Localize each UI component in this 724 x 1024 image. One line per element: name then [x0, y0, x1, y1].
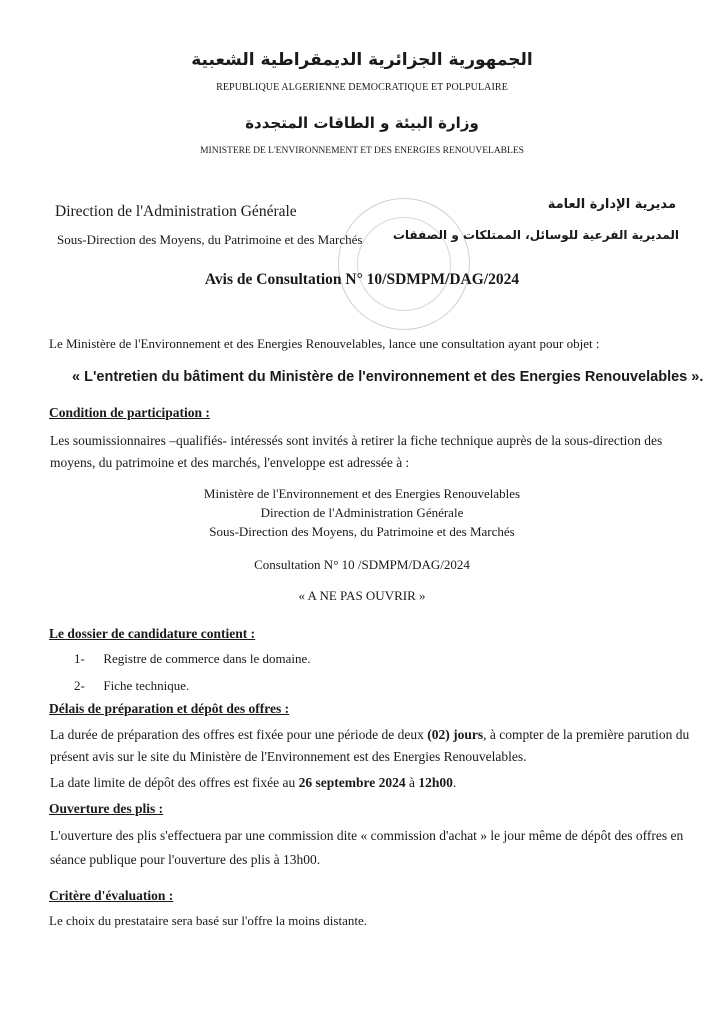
- arabic-republic-title: الجمهورية الجزائرية الديمقراطية الشعبية: [191, 50, 533, 70]
- list-item: [74, 651, 311, 667]
- list-item-number: 1-: [74, 651, 85, 666]
- address-line-2: Direction de l'Administration Générale: [260, 505, 464, 520]
- condition-heading: Condition de participation :: [49, 405, 210, 420]
- list-item: [74, 678, 189, 694]
- ouverture-text: L'ouverture des plis s'effectuera par une commission dite « commission d'achat » le jour même de dépôt des offres en séance publique pour l'ouverture des plis à 13h00.: [50, 828, 684, 867]
- sous-direction-label: Sous-Direction des Moyens, du Patrimoine et des Marchés: [57, 232, 363, 247]
- consultation-reference: Consultation N° 10 /SDMPM/DAG/2024: [254, 557, 470, 572]
- critere-text: Le choix du prestataire sera basé sur l'offre la moins distante.: [49, 913, 367, 928]
- delais-heading: Délais de préparation et dépôt des offres :: [49, 701, 290, 716]
- critere-heading: Critère d'évaluation :: [49, 888, 174, 903]
- list-item-text: Fiche technique.: [103, 678, 190, 693]
- official-stamp: [338, 198, 470, 330]
- intro-text: Le Ministère de l'Environnement et des Energies Renouvelables, lance une consultation ayant pour objet :: [49, 336, 600, 351]
- consultation-objet: « L'entretien du bâtiment du Ministère de l'environnement et des Energies Renouvelables ».: [72, 369, 704, 385]
- french-ministry-title: MINISTERE DE L'ENVIRONNEMENT ET DES ENERGIES RENOUVELABLES: [200, 146, 524, 156]
- delais-paragraph-2: La date limite de dépôt des offres est fixée au 26 septembre 2024 à 12h00.: [50, 775, 457, 790]
- dossier-heading: Le dossier de candidature contient :: [49, 626, 256, 641]
- french-republic-title: REPUBLIQUE ALGERIENNE DEMOCRATIQUE ET POLPULAIRE: [216, 82, 508, 93]
- direction-label: Direction de l'Administration Générale: [55, 203, 297, 220]
- list-item-text: Registre de commerce dans le domaine.: [103, 651, 311, 666]
- direction-arabic-label: مديرية الإدارة العامة: [547, 197, 676, 212]
- delais-paragraph-1: La durée de préparation des offres est fixée pour une période de deux (02) jours, à compter de la première parution du présent avis sur le site du Ministère de l'Environnement est des Energies Renouvelables.: [50, 727, 690, 764]
- address-line-1: Ministère de l'Environnement et des Energies Renouvelables: [203, 486, 521, 501]
- do-not-open-mention: « A NE PAS OUVRIR »: [298, 588, 426, 603]
- ouverture-heading: Ouverture des plis :: [49, 801, 164, 816]
- list-item-number: 2-: [74, 678, 85, 693]
- arabic-ministry-title: وزارة البيئة و الطاقات المتجددة: [245, 114, 479, 132]
- sous-direction-arabic-label: المديرية الفرعية للوسائل، الممتلكات و الصفقات: [392, 228, 679, 242]
- address-line-3: Sous-Direction des Moyens, du Patrimoine et des Marchés: [209, 524, 515, 539]
- condition-text: Les soumissionnaires –qualifiés- intéressés sont invités à retirer la fiche technique auprès de la sous-direction des moyens, du patrimoine et des marchés, l'enveloppe est adressée à :: [50, 433, 663, 470]
- consultation-title: Avis de Consultation N° 10/SDMPM/DAG/2024: [204, 271, 520, 288]
